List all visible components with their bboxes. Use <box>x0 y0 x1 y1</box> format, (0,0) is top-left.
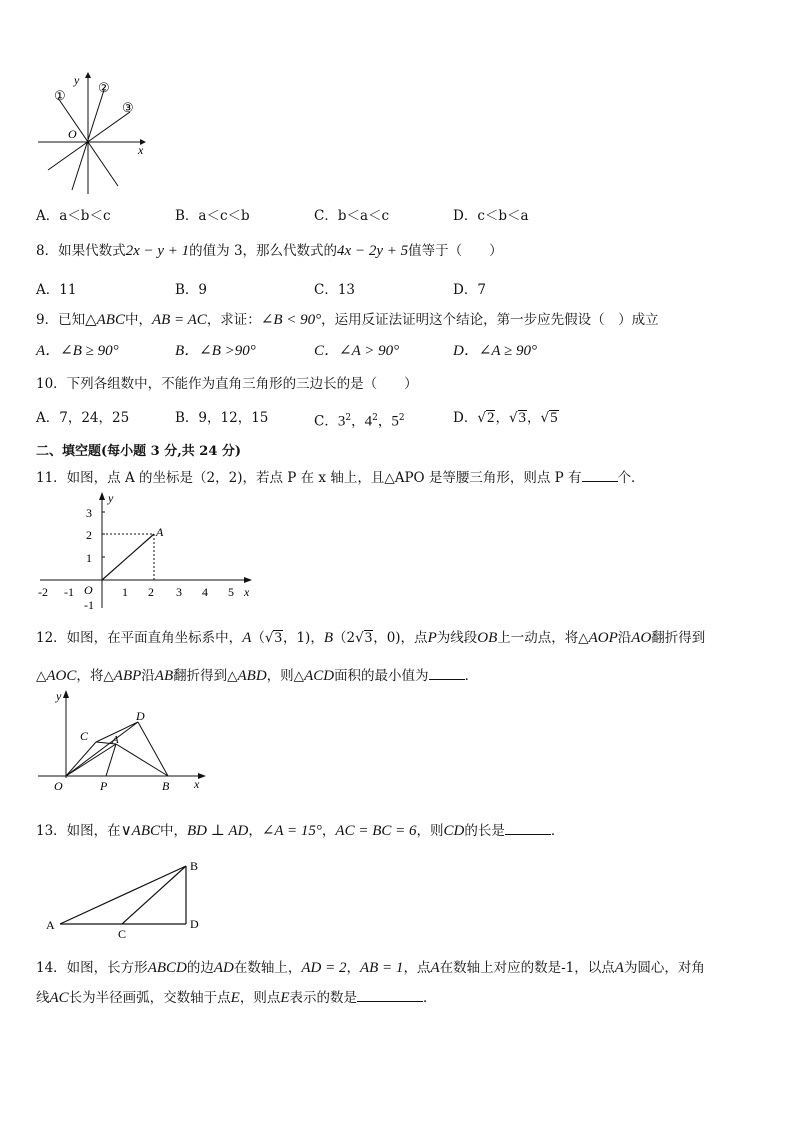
x-axis-label: x <box>138 143 144 157</box>
line-label-3: ③ <box>122 100 134 115</box>
x-tick-5: 5 <box>228 585 234 599</box>
point-c-label: C <box>80 729 89 743</box>
x-tick-neg2: -2 <box>38 585 48 599</box>
sqrt-icon: √ <box>508 410 518 426</box>
q7-option-a: A．a＜b＜c <box>36 208 111 224</box>
q7-option-c: C．b＜a＜c <box>314 208 390 224</box>
x-tick-4: 4 <box>202 585 208 599</box>
q9-option-d: D．∠A ≥ 90° <box>453 343 538 359</box>
x-tick-neg1: -1 <box>64 585 74 599</box>
q12-figure <box>34 690 214 798</box>
x-axis-label: x <box>194 777 200 791</box>
point-a-label: A <box>156 525 164 539</box>
q11-answer-blank[interactable] <box>582 467 618 482</box>
y-tick-1: 1 <box>86 551 92 565</box>
q12-question-line1: 12．如图，在平面直角坐标系中，A（√3，1)，B（2√3，0)，点P为线段OB上一动点，将△AOP沿AO翻折得到 <box>36 630 706 646</box>
y-tick-2: 2 <box>86 528 92 542</box>
q8-option-b: B．9 <box>175 282 208 298</box>
q11-question: 11．如图，点 A 的坐标是（2，2)，若点 P 在 x 轴上，且△APO 是等腰三角形，则点 P 有 个． <box>36 467 645 488</box>
q14-question-line2: 线AC长为半径画弧，交数轴于点E，则点E表示的数是 ． <box>36 987 437 1008</box>
point-d-label: D <box>136 709 145 723</box>
x-tick-3: 3 <box>176 585 182 599</box>
q10-option-d: D．√2，√3，√5 <box>453 410 558 426</box>
sqrt-icon: √ <box>540 410 550 426</box>
point-a-label: A <box>46 918 55 932</box>
q10-option-c: C．$3^2$，$4^2$，$5^2$ <box>314 413 405 430</box>
q9-option-c: C．∠A > 90° <box>314 343 400 359</box>
point-b-label: B <box>162 779 170 793</box>
q7-option-b: B．a＜c＜b <box>175 208 250 224</box>
q13-figure <box>44 856 214 942</box>
section-title: 二、填空题(每小题 3 分,共 24 分) <box>36 444 242 459</box>
point-c-label: C <box>118 927 127 941</box>
q10-option-a: A．7，24，25 <box>36 410 130 426</box>
origin-label: O <box>68 127 77 141</box>
q7-figure <box>30 72 160 198</box>
q11-figure <box>34 492 258 614</box>
q14-question-line1: 14．如图，长方形ABCD的边AD在数轴上，AD = 2，AB = 1，点A在数轴上对应的数是-1，以点A为圆心，对角 <box>36 960 705 976</box>
point-b-label: B <box>190 859 199 873</box>
q10-question: 10．下列各组数中，不能作为直角三角形的三边长的是（ ） <box>36 376 418 392</box>
q8-question: 8．如果代数式2x − y + 1的值为 3，那么代数式的4x − 2y + 5值等于（ ） <box>36 243 503 259</box>
line-label-2: ② <box>98 80 110 95</box>
origin-label: O <box>54 779 63 793</box>
q12-question-line2: △AOC，将△ABP沿AB翻折得到△ABD，则△ACD面积的最小值为 ． <box>36 665 478 686</box>
sqrt-icon: √ <box>355 630 364 646</box>
sqrt-icon: √ <box>264 630 274 646</box>
x-tick-1: 1 <box>122 585 128 599</box>
y-axis-label: y <box>108 492 114 505</box>
q13-answer-blank[interactable] <box>505 820 551 835</box>
point-d-label: D <box>190 917 199 931</box>
y-tick-neg1: -1 <box>84 598 94 612</box>
sqrt-icon: √ <box>477 410 486 426</box>
x-axis-label: x <box>244 585 250 599</box>
x-tick-2: 2 <box>148 585 154 599</box>
q10-option-b: B．9，12，15 <box>175 410 269 426</box>
y-axis-label: y <box>74 73 80 87</box>
y-axis-label: y <box>56 690 62 703</box>
q13-question: 13．如图，在∨ABC中，BD ⊥ AD，∠A = 15°，AC = BC = 6，则CD的长是 ． <box>36 820 564 841</box>
q8-option-d: D．7 <box>453 282 486 298</box>
q9-question: 9．已知△ABC中，AB = AC，求证：∠B < 90°，运用反证法证明这个结论，第一步应先假设（ ）成立 <box>36 312 659 328</box>
q8-option-c: C．13 <box>314 282 356 298</box>
origin-label: O <box>84 583 93 597</box>
q8-option-a: A．11 <box>36 282 77 298</box>
point-p-label: P <box>100 779 108 793</box>
y-tick-3: 3 <box>86 506 92 520</box>
q14-answer-blank[interactable] <box>357 987 423 1002</box>
point-a-label: A <box>112 734 119 746</box>
line-label-1: ① <box>54 88 66 103</box>
q9-option-a: A．∠B ≥ 90° <box>36 343 119 359</box>
q9-option-b: B．∠B >90° <box>175 343 256 359</box>
q7-option-d: D．c＜b＜a <box>453 208 529 224</box>
q12-answer-blank[interactable] <box>429 665 465 680</box>
